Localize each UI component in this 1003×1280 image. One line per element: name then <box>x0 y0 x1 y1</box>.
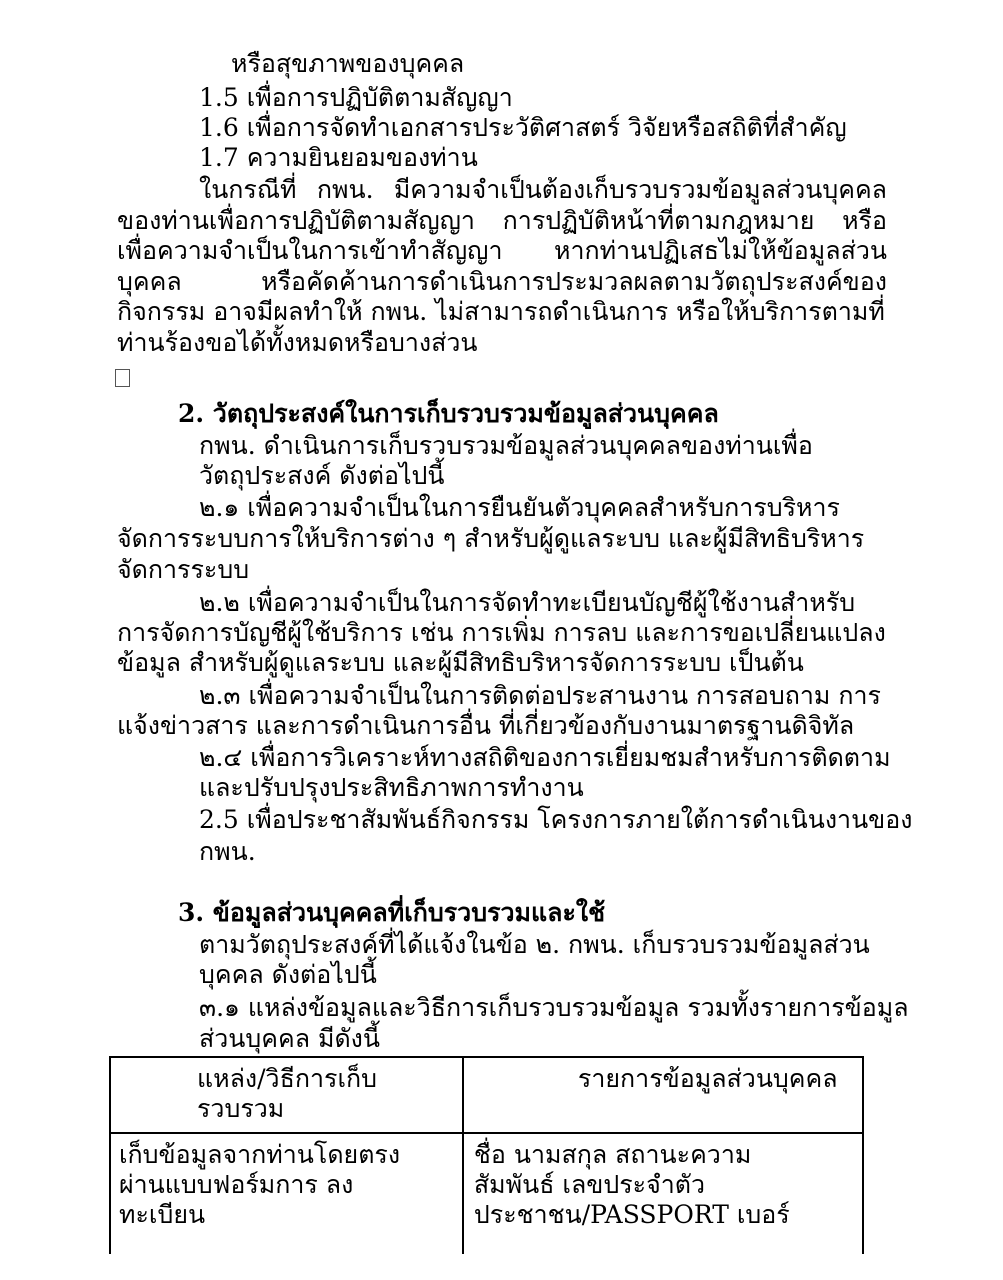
list-item-2-1: ๒.๑ เพื่อความจำเป็นในการยืนยันตัวบุคคลสำหรับการบริหาร <box>199 493 840 522</box>
text-line: กพน. ดำเนินการเก็บรวบรวมข้อมูลส่วนบุคคลของท่านเพื่อ <box>199 431 813 460</box>
section-2-heading: 2. วัตถุประสงค์ในการเก็บรวบรวมข้อมูลส่วนบุคคล <box>178 399 719 428</box>
table-cell: เก็บข้อมูลจากท่านโดยตรง ผ่านแบบฟอร์มการ ลง ทะเบียน <box>110 1133 463 1254</box>
list-item-2-4: ๒.๔ เพื่อการวิเคราะห์ทางสถิติของการเยี่ยมชมสำหรับการติดตาม <box>199 743 891 772</box>
paragraph-line: บุคคล หรือคัดค้านการดำเนินการประมวลผลตามวัตถุประสงค์ของ <box>117 267 887 296</box>
list-item-1-5: 1.5 เพื่อการปฏิบัติตามสัญญา <box>199 83 513 112</box>
list-item-3-1: ๓.๑ แหล่งข้อมูลและวิธีการเก็บรวบรวมข้อมูล รวมทั้งรายการข้อมูล <box>199 993 909 1022</box>
text-line: ส่วนบุคคล มีดังนี้ <box>199 1024 380 1053</box>
paragraph-line: ของท่านเพื่อการปฏิบัติตามสัญญา การปฏิบัติหน้าที่ตามกฎหมาย หรือ <box>117 206 887 235</box>
text-line: หรือสุขภาพของบุคคล <box>231 49 465 78</box>
table-header-cell: รายการข้อมูลส่วนบุคคล <box>463 1057 863 1133</box>
text-line: ตามวัตถุประสงค์ที่ได้แจ้งในข้อ ๒. กพน. เก็บรวบรวมข้อมูลส่วน <box>199 930 870 959</box>
placeholder-glyph-box <box>115 369 130 387</box>
paragraph-line: เพื่อความจำเป็นในการเข้าทำสัญญา หากท่านปฏิเสธไม่ให้ข้อมูลส่วน <box>117 236 887 265</box>
table-row <box>110 1133 863 1254</box>
text-line: จัดการระบบ <box>117 555 250 584</box>
paragraph-line: ท่านร้องขอได้ทั้งหมดหรือบางส่วน <box>117 328 478 357</box>
text-line: ข้อมูล สำหรับผู้ดูแลระบบ และผู้มีสิทธิบริหารจัดการระบบ เป็นต้น <box>117 648 804 677</box>
paragraph-line: กิจกรรม อาจมีผลทำให้ กพน. ไม่สามารถดำเนินการ หรือให้บริการตามที่ <box>117 297 885 326</box>
text-line: การจัดการบัญชีผู้ใช้บริการ เช่น การเพิ่ม การลบ และการขอเปลี่ยนแปลง <box>117 618 886 647</box>
table-header-cell: แหล่ง/วิธีการเก็บ รวบรวม <box>110 1057 463 1133</box>
section-3-heading: 3. ข้อมูลส่วนบุคคลที่เก็บรวบรวมและใช้ <box>178 898 606 927</box>
table-header-row <box>110 1057 863 1133</box>
text-line: แจ้งข่าวสาร และการดำเนินการอื่น ที่เกี่ยวข้องกับงานมาตรฐานดิจิทัล <box>117 711 855 740</box>
list-item-2-3: ๒.๓ เพื่อความจำเป็นในการติดต่อประสานงาน การสอบถาม การ <box>199 681 881 710</box>
list-item-2-2: ๒.๒ เพื่อความจำเป็นในการจัดทำทะเบียนบัญชีผู้ใช้งานสำหรับ <box>199 588 856 617</box>
list-item-1-6: 1.6 เพื่อการจัดทำเอกสารประวัติศาสตร์ วิจัยหรือสถิติที่สำคัญ <box>199 113 847 142</box>
data-sources-table <box>109 1056 864 1254</box>
list-item-1-7: 1.7 ความยินยอมของท่าน <box>199 143 478 172</box>
table-cell: ชื่อ นามสกุล สถานะความ สัมพันธ์ เลขประจำตัว ประชาชน/PASSPORT เบอร์ <box>463 1133 863 1254</box>
paragraph-line: ในกรณีที่ กพน. มีความจำเป็นต้องเก็บรวบรวมข้อมูลส่วนบุคคล <box>199 175 887 204</box>
text-line: และปรับปรุงประสิทธิภาพการทำงาน <box>199 773 584 802</box>
text-line: จัดการระบบการให้บริการต่าง ๆ สำหรับผู้ดูแลระบบ และผู้มีสิทธิบริหาร <box>117 524 865 553</box>
text-line: บุคคล ดังต่อไปนี้ <box>199 960 377 989</box>
text-line: วัตถุประสงค์ ดังต่อไปนี้ <box>199 461 445 490</box>
list-item-2-5: 2.5 เพื่อประชาสัมพันธ์กิจกรรม โครงการภายใต้การดำเนินงานของ <box>199 805 913 834</box>
text-line: กพน. <box>199 837 256 866</box>
